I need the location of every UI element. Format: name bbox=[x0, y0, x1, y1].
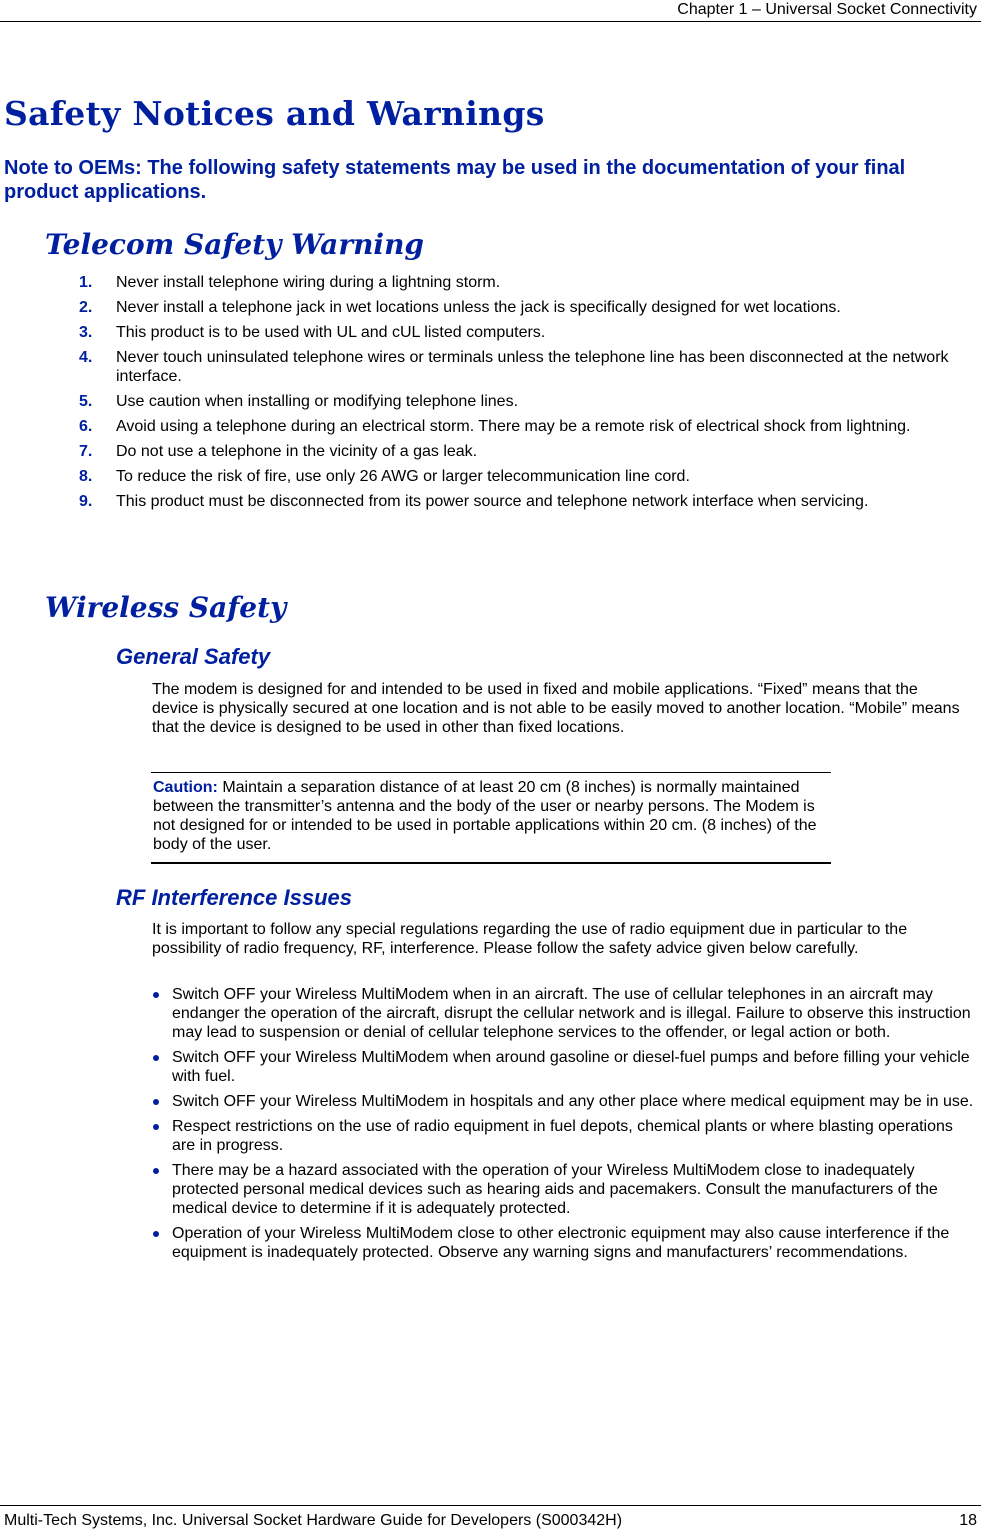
list-text: Never touch uninsulated telephone wires or terminals unless the telephone line has been disconnected at the network interface. bbox=[116, 349, 949, 385]
rf-bullet-list bbox=[152, 985, 977, 1268]
caution-box bbox=[151, 772, 831, 864]
list-item bbox=[79, 467, 971, 486]
list-number: 1. bbox=[79, 274, 93, 291]
list-text: This product is to be used with UL and cUL listed computers. bbox=[116, 324, 546, 341]
list-text: This product must be disconnected from its power source and telephone network interface when servicing. bbox=[116, 493, 869, 510]
bullet-text: There may be a hazard associated with the operation of your Wireless MultiModem close to inadequately protected personal medical devices such as hearing aids and pacemakers. Consult the manufacturers of the medical device to determine if it is adequately protected. bbox=[172, 1162, 938, 1217]
list-text: Use caution when installing or modifying telephone lines. bbox=[116, 393, 519, 410]
general-safety-body: The modem is designed for and intended to be used in fixed and mobile applications. “Fixed” means that the device is physically secured at one location and is not able to be easily moved to another location. “Mobile” means that the device is designed to be used in other than fixed locations. bbox=[152, 681, 960, 736]
bullet-item bbox=[152, 1092, 977, 1111]
bullet-text: Operation of your Wireless MultiModem close to other electronic equipment may also cause interference if the equipment is inadequately protected. Observe any warning signs and manufacturers’ recommendations. bbox=[172, 1225, 950, 1261]
page-title: Safety Notices and Warnings bbox=[4, 94, 545, 133]
list-number: 6. bbox=[79, 418, 93, 435]
bullet-icon bbox=[153, 1231, 159, 1237]
bullet-icon bbox=[153, 992, 159, 998]
list-number: 2. bbox=[79, 299, 93, 316]
telecom-heading: Telecom Safety Warning bbox=[45, 228, 424, 261]
oem-note: Note to OEMs: The following safety statements may be used in the documentation of your final product applications. bbox=[4, 157, 906, 203]
list-text: Never install telephone wiring during a lightning storm. bbox=[116, 274, 501, 291]
list-item bbox=[79, 442, 971, 461]
list-item bbox=[79, 348, 971, 386]
list-item bbox=[79, 323, 971, 342]
page-number: 18 bbox=[959, 1512, 977, 1529]
list-text: Avoid using a telephone during an electrical storm. There may be a remote risk of electrical shock from lightning. bbox=[116, 418, 911, 435]
list-text: Never install a telephone jack in wet locations unless the jack is specifically designed for wet locations. bbox=[116, 299, 841, 316]
page-footer bbox=[0, 1505, 981, 1530]
rf-interference-body: It is important to follow any special regulations regarding the use of radio equipment due in particular to the possibility of radio frequency, RF, interference. Please follow the safety advice given below carefully. bbox=[152, 921, 908, 957]
list-number: 7. bbox=[79, 443, 93, 460]
chapter-title: Chapter 1 – Universal Socket Connectivity bbox=[677, 1, 977, 18]
list-number: 9. bbox=[79, 493, 93, 510]
caution-label: Caution: bbox=[153, 779, 218, 796]
bullet-icon bbox=[153, 1055, 159, 1061]
bullet-item bbox=[152, 1224, 977, 1262]
list-text: To reduce the risk of fire, use only 26 AWG or larger telecommunication line cord. bbox=[116, 468, 690, 485]
list-number: 8. bbox=[79, 468, 93, 485]
list-number: 5. bbox=[79, 393, 93, 410]
list-item bbox=[79, 298, 971, 317]
bullet-text: Respect restrictions on the use of radio equipment in fuel depots, chemical plants or where blasting operations are in progress. bbox=[172, 1118, 953, 1154]
list-item bbox=[79, 392, 971, 411]
bullet-text: Switch OFF your Wireless MultiModem in hospitals and any other place where medical equipment may be in use. bbox=[172, 1093, 974, 1110]
list-number: 4. bbox=[79, 349, 93, 366]
list-text: Do not use a telephone in the vicinity of a gas leak. bbox=[116, 443, 478, 460]
bullet-icon bbox=[153, 1168, 159, 1174]
telecom-warning-list bbox=[79, 273, 971, 517]
bullet-text: Switch OFF your Wireless MultiModem when in an aircraft. The use of cellular telephones in an aircraft may endanger the operation of the aircraft, disrupt the cellular network and is illegal. Failure to observe this instruction may lead to suspension or denial of cellular telephone services to the offender, or legal action or both. bbox=[172, 986, 971, 1041]
list-item bbox=[79, 417, 971, 436]
list-item bbox=[79, 492, 971, 511]
caution-text: Maintain a separation distance of at least 20 cm (8 inches) is normally maintained between the transmitter’s antenna and the body of the user or nearby persons. The Modem is not designed for or intended to be used in portable applications within 20 cm. (8 inches) of the body of the user. bbox=[153, 779, 817, 853]
bullet-item bbox=[152, 1048, 977, 1086]
page-header bbox=[0, 0, 981, 22]
bullet-item bbox=[152, 985, 977, 1042]
bullet-icon bbox=[153, 1099, 159, 1105]
list-number: 3. bbox=[79, 324, 93, 341]
list-item bbox=[79, 273, 971, 292]
bullet-icon bbox=[153, 1124, 159, 1130]
rf-interference-heading: RF Interference Issues bbox=[116, 885, 352, 910]
bullet-item bbox=[152, 1117, 977, 1155]
wireless-heading: Wireless Safety bbox=[45, 591, 287, 624]
bullet-text: Switch OFF your Wireless MultiModem when around gasoline or diesel-fuel pumps and before filling your vehicle with fuel. bbox=[172, 1049, 970, 1085]
bullet-item bbox=[152, 1161, 977, 1218]
general-safety-heading: General Safety bbox=[116, 644, 271, 669]
document-title: Multi-Tech Systems, Inc. Universal Socket Hardware Guide for Developers (S000342H) bbox=[4, 1512, 623, 1529]
